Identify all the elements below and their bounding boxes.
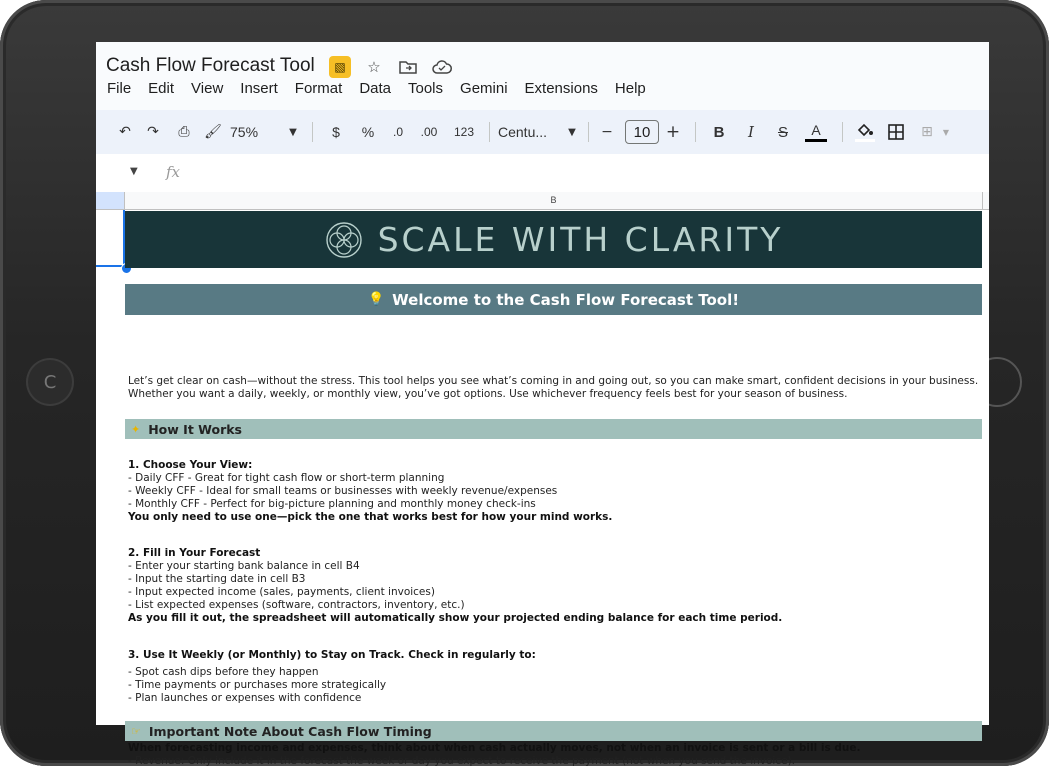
toolbar-divider: [695, 122, 696, 142]
merge-dropdown-icon[interactable]: ▼: [942, 127, 950, 137]
strikethrough-button[interactable]: S: [777, 123, 788, 141]
how-it-works-heading: [125, 419, 982, 439]
menu-view[interactable]: View: [191, 80, 224, 97]
timing-heading: [125, 721, 982, 741]
banner-title: SCALE WITH CLARITY: [377, 220, 784, 259]
step-3-title: 3. Use It Weekly (or Monthly) to Stay on Track. Check in regularly to:: [128, 649, 536, 661]
document-title[interactable]: Cash Flow Forecast Tool: [106, 55, 315, 76]
font-select[interactable]: Centu...: [498, 124, 548, 140]
list-item: - Weekly CFF - Ideal for small teams or businesses with weekly revenue/expenses: [128, 485, 558, 497]
menu-edit[interactable]: Edit: [148, 80, 175, 97]
bold-button[interactable]: B: [713, 123, 725, 141]
menu-help[interactable]: Help: [614, 80, 646, 97]
redo-icon[interactable]: ↷: [147, 124, 159, 140]
timing-bold-line: When forecasting income and expenses, think about when cash actually moves, not when an invoice is sent or a bill is due.: [128, 742, 861, 754]
sparkle-icon: ✦: [131, 422, 141, 436]
step-1-note: You only need to use one—pick the one that works best for how your mind works.: [128, 511, 613, 523]
text-color-swatch: [805, 139, 827, 142]
text-color-button[interactable]: [798, 117, 834, 147]
timing-block: [128, 742, 978, 768]
toolbar-divider: [842, 122, 843, 142]
fx-icon: fx: [166, 163, 181, 181]
currency-format-button[interactable]: $: [332, 124, 340, 140]
menu-data[interactable]: Data: [359, 80, 391, 97]
borders-icon[interactable]: [879, 117, 913, 147]
percent-format-button[interactable]: %: [361, 124, 375, 140]
font-size-input[interactable]: 10: [625, 120, 659, 144]
how-it-works-title: How It Works: [148, 421, 242, 437]
number-format-button[interactable]: 123: [453, 125, 475, 139]
step-2-title: 2. Fill in Your Forecast: [128, 547, 261, 559]
banner: [125, 211, 982, 268]
timing-title: Important Note About Cash Flow Timing: [148, 723, 432, 739]
camera-icon: C: [26, 358, 74, 406]
intro-line: Let’s get clear on cash—without the stress. This tool helps you see what’s coming in and going out, so you can make smart, confident decisions in your business.: [128, 375, 979, 387]
column-header-row: [96, 192, 989, 210]
menu-format[interactable]: Format: [294, 80, 343, 97]
paint-format-icon[interactable]: 🖌: [204, 124, 222, 140]
list-item: - Plan launches or expenses with confidence: [128, 692, 362, 704]
font-dropdown-icon[interactable]: ▼: [568, 126, 576, 138]
toolbar-divider: [588, 122, 589, 142]
list-item: - Input expected income (sales, payments, client invoices): [128, 586, 435, 598]
merge-cells-icon[interactable]: ⊞: [921, 124, 933, 140]
sheets-window: [96, 42, 989, 767]
print-icon[interactable]: ⎙: [178, 124, 190, 140]
title-bar: [96, 42, 989, 110]
menu-extensions[interactable]: Extensions: [524, 80, 598, 97]
name-box-dropdown-icon[interactable]: ▼: [130, 166, 138, 177]
fill-color-swatch: [855, 139, 875, 142]
list-item: - Daily CFF - Great for tight cash flow or short-term planning: [128, 472, 445, 484]
pointing-hand-icon: ☞: [131, 724, 141, 738]
formula-bar: [96, 154, 989, 193]
list-item: - Input the starting date in cell B3: [128, 573, 306, 585]
menu-tools[interactable]: Tools: [408, 80, 444, 97]
title-icons: [329, 56, 453, 78]
lightbulb-icon: 💡: [367, 292, 385, 307]
column-header-b[interactable]: B: [125, 192, 983, 209]
list-item: - Spot cash dips before they happen: [128, 666, 319, 678]
move-folder-icon[interactable]: [397, 56, 419, 78]
hide-gridlines-icon[interactable]: ▧: [329, 56, 351, 78]
menu-file[interactable]: File: [107, 80, 132, 97]
row-header-corner[interactable]: [96, 192, 125, 209]
menu-gemini[interactable]: Gemini: [460, 80, 508, 97]
decrease-decimal-button[interactable]: .0: [392, 125, 403, 139]
italic-button[interactable]: I: [748, 123, 754, 141]
increase-decimal-button[interactable]: .00: [420, 125, 438, 139]
zoom-select[interactable]: 75%: [230, 124, 259, 140]
welcome-text: Welcome to the Cash Flow Forecast Tool!: [392, 290, 740, 309]
toolbar-divider: [312, 122, 313, 142]
font-size-increase-button[interactable]: +: [665, 122, 681, 142]
menu-insert[interactable]: Insert: [240, 80, 278, 97]
step-1-title: 1. Choose Your View:: [128, 459, 253, 471]
step-2-block: [128, 547, 978, 625]
logo-icon: [324, 220, 364, 260]
list-item: - Enter your starting bank balance in cell B4: [128, 560, 360, 572]
star-icon[interactable]: ☆: [367, 58, 381, 76]
step-1-block: [128, 459, 978, 524]
list-item: - Time payments or purchases more strategically: [128, 679, 387, 691]
step-3-block: [128, 649, 978, 705]
cloud-saved-icon[interactable]: [431, 56, 453, 78]
text-color-label: A: [811, 121, 821, 138]
undo-icon[interactable]: ↶: [119, 124, 131, 140]
intro-paragraph: [128, 375, 978, 401]
timing-revenue-line: - Revenue: Only include it in the forecast the week or day you expect to receive the payment (not when you send the invoice).: [128, 755, 796, 767]
list-item: - List expected expenses (software, contractors, inventory, etc.): [128, 599, 465, 611]
intro-line: Whether you want a daily, weekly, or monthly view, you’ve got options. Use whichever frequency feels best for your season of business.: [128, 388, 848, 400]
toolbar-divider: [489, 122, 490, 142]
zoom-dropdown-icon[interactable]: ▼: [289, 126, 297, 138]
menu-bar: [107, 80, 663, 97]
step-2-note: As you fill it out, the spreadsheet will automatically show your projected ending balance for each time period.: [128, 612, 783, 624]
toolbar: [96, 110, 989, 154]
welcome-heading: [125, 284, 982, 315]
fill-color-icon[interactable]: [851, 117, 879, 147]
list-item: - Monthly CFF - Perfect for big-picture planning and monthly money check-ins: [128, 498, 536, 510]
font-size-decrease-button[interactable]: −: [601, 124, 613, 140]
sheet-content: [96, 209, 989, 767]
